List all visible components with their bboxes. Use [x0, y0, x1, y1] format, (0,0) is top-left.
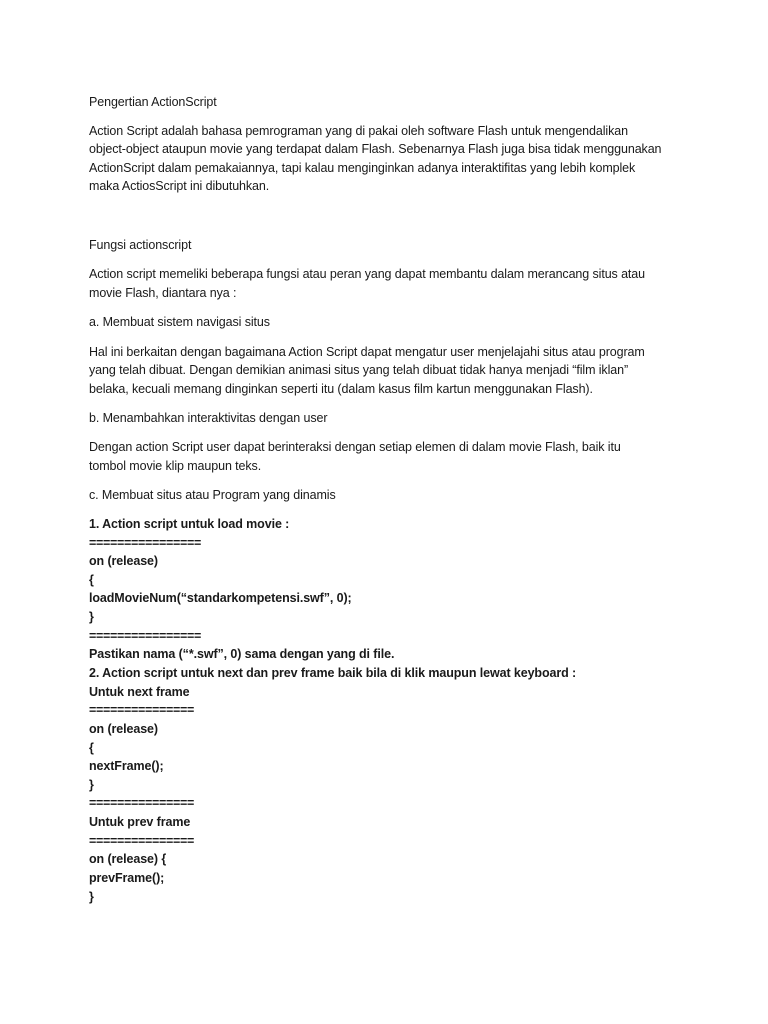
heading-fungsi: Fungsi actionscript	[89, 238, 192, 252]
code-line: ===============	[89, 796, 194, 810]
paragraph-line: ActionScript dalam pemakaiannya, tapi kalau menginginkan adanya interaktifitas yang lebih komplek	[89, 161, 636, 175]
code-line: }	[89, 778, 94, 792]
code-line: }	[89, 890, 94, 904]
code-line: prevFrame();	[89, 871, 165, 885]
paragraph-line: Dengan action Script user dapat berinteraksi dengan setiap elemen di dalam movie Flash, baik itu	[89, 440, 621, 454]
code-line: on (release)	[89, 722, 158, 736]
paragraph-line: movie Flash, diantara nya :	[89, 286, 237, 300]
list-item-a: a. Membuat sistem navigasi situs	[89, 315, 270, 329]
code-line: }	[89, 610, 94, 624]
paragraph-line: yang telah dibuat. Dengan demikian animasi situs yang telah dibuat tidak hanya menjadi “film iklan”	[89, 363, 629, 377]
list-item-b: b. Menambahkan interaktivitas dengan user	[89, 411, 328, 425]
paragraph-line: belaka, kecuali memang dinginkan seperti itu (dalam kasus film kartun menggunakan Flash).	[89, 382, 593, 396]
paragraph-line: tombol movie klip maupun teks.	[89, 459, 262, 473]
code-line: 2. Action script untuk next dan prev frame baik bila di klik maupun lewat keyboard :	[89, 666, 577, 680]
code-line: {	[89, 741, 94, 755]
code-line: ===============	[89, 834, 194, 848]
code-line: ================	[89, 629, 201, 643]
code-line: Untuk next frame	[89, 685, 190, 699]
code-line: Untuk prev frame	[89, 815, 191, 829]
code-line: Pastikan nama (“*.swf”, 0) sama dengan yang di file.	[89, 647, 395, 661]
list-item-c: c. Membuat situs atau Program yang dinamis	[89, 488, 336, 502]
code-line: ================	[89, 536, 201, 550]
paragraph-line: maka ActiosScript ini dibutuhkan.	[89, 179, 270, 193]
code-line: ===============	[89, 703, 194, 717]
paragraph-line: Action Script adalah bahasa pemrograman yang di pakai oleh software Flash untuk mengendalikan	[89, 124, 628, 138]
paragraph-line: Action script memeliki beberapa fungsi atau peran yang dapat membantu dalam merancang situs atau	[89, 267, 646, 281]
paragraph-line: object-object ataupun movie yang terdapat dalam Flash. Sebenarnya Flash juga bisa tidak menggunakan	[89, 142, 662, 156]
code-line: 1. Action script untuk load movie :	[89, 517, 290, 531]
code-line: nextFrame();	[89, 759, 164, 773]
code-line: on (release)	[89, 554, 158, 568]
paragraph-line: Hal ini berkaitan dengan bagaimana Action Script dapat mengatur user menjelajahi situs atau program	[89, 345, 645, 359]
code-line: loadMovieNum(“standarkompetensi.swf”, 0);	[89, 591, 352, 605]
code-line: {	[89, 573, 94, 587]
heading-pengertian: Pengertian ActionScript	[89, 95, 217, 109]
code-line: on (release) {	[89, 852, 167, 866]
